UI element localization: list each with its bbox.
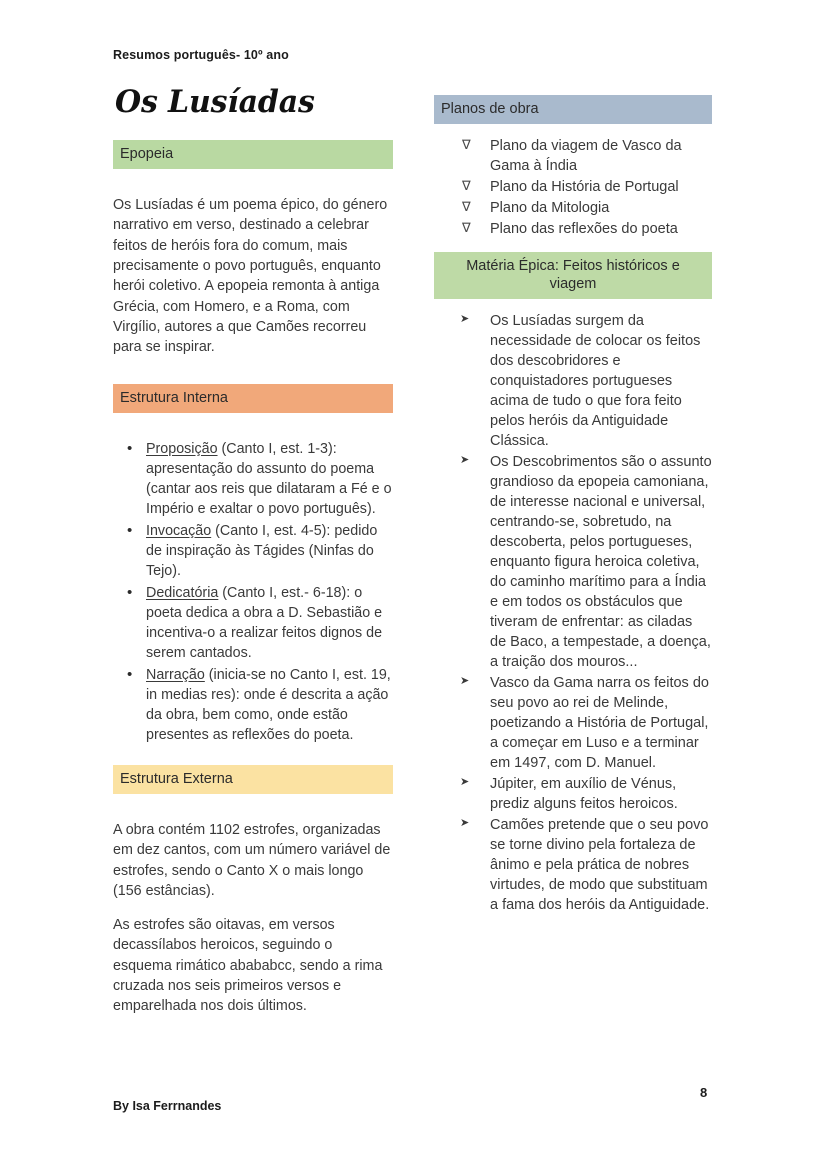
list-item-lead: Narração xyxy=(146,666,205,683)
list-item: ∇ Plano da História de Portugal xyxy=(434,177,712,197)
list-item: ➤ Camões pretende que o seu povo se torne divino pela fortaleza de ânimo e pela prática de nobres virtudes, de modo que substituam a fama dos heróis da Antiguidade. xyxy=(434,815,712,915)
list-item: ∇ Plano da viagem de Vasco da Gama à Índia xyxy=(434,136,712,176)
list-item-text: (Canto I, est.- 6-18): o poeta dedica a obra a D. Sebastião e incentiva-o a realizar feitos dignos de serem cantados. xyxy=(146,584,383,661)
spacer xyxy=(113,169,393,195)
right-column xyxy=(434,95,712,916)
epopeia-paragraph: Os Lusíadas é um poema épico, do género narrativo em verso, destinado a celebrar feitos de heróis fora do comum, mais precisamente o povo português, enquanto herói coletivo. A epopeia remonta à antiga Grécia, com Homero, e a Roma, com Virgílio, autores a que Camões recorreu para se inspirar. xyxy=(113,197,388,356)
list-item-lead: Dedicatória xyxy=(146,584,219,601)
list-item: ➤ Júpiter, em auxílio de Vénus, prediz alguns feitos heroicos. xyxy=(434,774,712,814)
estrutura-externa-paragraph-2: As estrofes são oitavas, em versos decassílabos heroicos, seguindo o esquema rimático abababcc, sendo a rima cruzada nos seis primeiros versos e emparelhada nos dois últimos. xyxy=(113,917,383,1015)
page-title: Os Lusíadas xyxy=(115,83,315,121)
list-item: ➤ Vasco da Gama narra os feitos do seu povo ao rei de Melinde, poetizando a História de Portugal, a começar em Luso e a terminar em 1497, com D. Manuel. xyxy=(434,673,712,773)
document-footer-author: By Isa Ferrnandes xyxy=(113,1099,222,1113)
planos-de-obra-list xyxy=(434,136,712,239)
list-item xyxy=(113,521,393,581)
list-item: ➤ Os Lusíadas surgem da necessidade de colocar os feitos dos descobridores e conquistadores portugueses acima de tudo o que fora feito pelos heróis da Antiguidade Clássica. xyxy=(434,311,712,451)
list-item: ➤ Os Descobrimentos são o assunto grandioso da epopeia camoniana, de interesse nacional e universal, centrando-se, sobretudo, na descoberta, pelos portugueses, enquanto figura heroica coletiva, do caminho marítimo para a Índia e em todos os obstáculos que tiveram de enfrentar: as ciladas de Baco, a tempestade, a doença, a traição dos mouros... xyxy=(434,452,712,672)
spacer xyxy=(434,240,712,252)
list-item-text: (Canto I, est. 1-3): apresentação do assunto do poema (cantar aos reis que dilataram a Fé e o Império e exaltar o povo português). xyxy=(146,440,392,517)
list-item-text: (inicia-se no Canto I, est. 19, in medias res): onde é descrita a ação da obra, bem como, onde estão presentes as reflexões do poeta. xyxy=(146,666,391,743)
page-number: 8 xyxy=(700,1085,708,1100)
materia-epica-list xyxy=(434,311,712,915)
estrutura-interna-list xyxy=(113,439,393,745)
spacer xyxy=(434,124,712,136)
list-item: ∇ Plano das reflexões do poeta xyxy=(434,219,712,239)
list-item xyxy=(113,665,393,745)
list-item: ∇ Plano da Mitologia xyxy=(434,198,712,218)
estrutura-externa-paragraph-1: A obra contém 1102 estrofes, organizadas em dez cantos, com um número variável de estrofes, sendo o Canto X o mais longo (156 estâncias). xyxy=(113,821,391,899)
list-item xyxy=(113,439,393,519)
spacer xyxy=(113,747,393,765)
list-item-text: (Canto I, est. 4-5): pedido de inspiração às Tágides (Ninfas do Tejo). xyxy=(146,522,378,579)
spacer xyxy=(113,413,393,439)
spacer xyxy=(113,372,393,384)
section-heading-epopeia: Epopeia xyxy=(113,140,393,169)
section-heading-materia-epica: Matéria Épica: Feitos históricos e viagem xyxy=(434,252,712,299)
spacer xyxy=(434,299,712,311)
document-header: Resumos português- 10º ano xyxy=(113,48,289,62)
list-item xyxy=(113,583,393,663)
left-column xyxy=(113,83,393,1031)
section-heading-planos-de-obra: Planos de obra xyxy=(434,95,712,124)
section-heading-estrutura-interna: Estrutura Interna xyxy=(113,384,393,413)
spacer xyxy=(113,794,393,820)
list-item-lead: Proposição xyxy=(146,440,218,457)
section-heading-estrutura-externa: Estrutura Externa xyxy=(113,765,393,794)
list-item-lead: Invocação xyxy=(146,522,212,539)
